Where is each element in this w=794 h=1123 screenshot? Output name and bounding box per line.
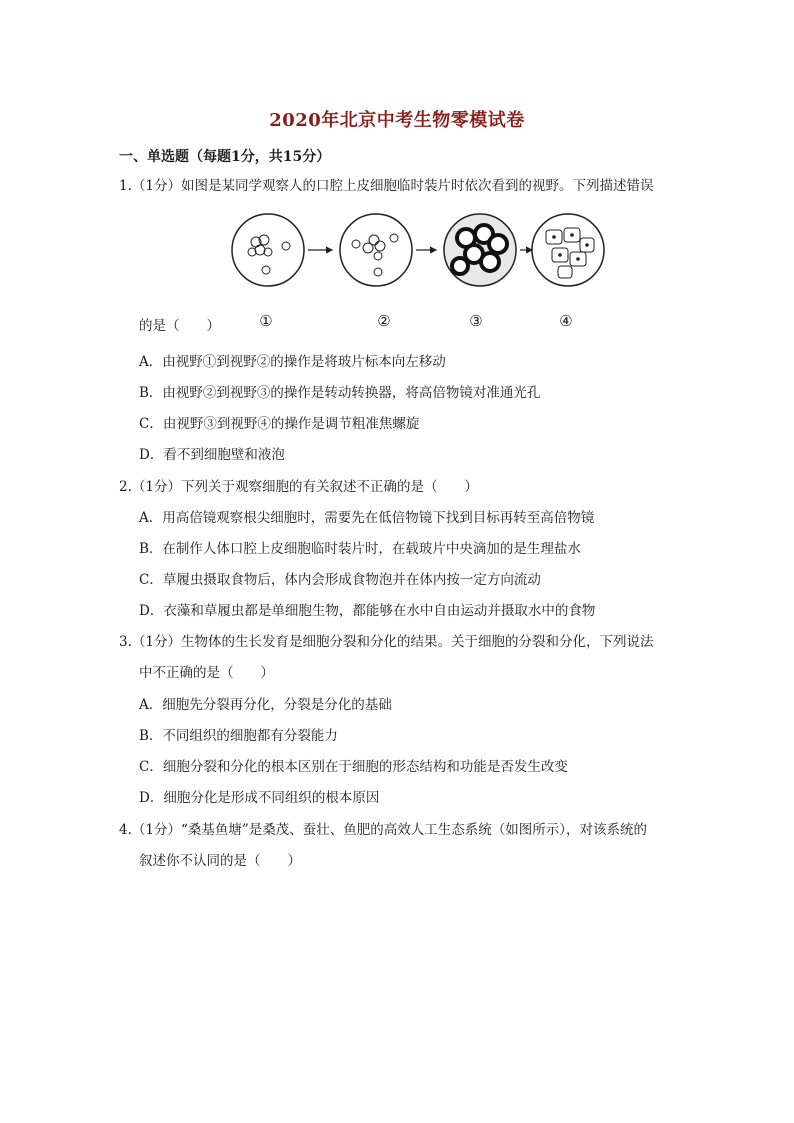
figure-label-1: ① — [259, 312, 273, 330]
view-4-circle — [532, 214, 604, 286]
question-1-stem: 1.（1分）如图是某同学观察人的口腔上皮细胞临时装片时依次看到的视野。下列描述错误 — [119, 178, 654, 194]
question-2-option-a: A．用高倍镜观察根尖细胞时，需要先在低倍物镜下找到目标再转至高倍物镜 — [139, 510, 595, 526]
question-2-option-c: C．草履虫摄取食物后，体内会形成食物泡并在体内按一定方向流动 — [139, 572, 541, 588]
view-3-circle — [444, 214, 516, 286]
question-1-option-a: A．由视野①到视野②的操作是将玻片标本向左移动 — [139, 354, 446, 370]
question-3-stem-continued: 中不正确的是（ ） — [139, 665, 274, 681]
question-1-option-b: B．由视野②到视野③的操作是转动转换器，将高倍物镜对准通光孔 — [139, 385, 541, 401]
question-2-stem: 2.（1分）下列关于观察细胞的有关叙述不正确的是（ ） — [119, 479, 478, 495]
question-3-option-b: B．不同组织的细胞都有分裂能力 — [139, 728, 338, 744]
question-1-stem-continued: 的是（ ） — [139, 318, 220, 334]
question-3-option-a: A．细胞先分裂再分化，分裂是分化的基础 — [139, 697, 392, 713]
figure-label-3: ③ — [469, 312, 483, 330]
question-4-stem-continued: 叙述你不认同的是（ ） — [139, 853, 301, 869]
question-1-option-d: D．看不到细胞壁和液泡 — [139, 447, 285, 463]
view-1-circle — [232, 214, 304, 286]
question-2-option-b: B．在制作人体口腔上皮细胞临时装片时，在载玻片中央滴加的是生理盐水 — [139, 541, 581, 557]
question-3-option-d: D．细胞分化是形成不同组织的根本原因 — [139, 790, 380, 806]
figure-label-2: ② — [377, 312, 391, 330]
question-4-stem: 4.（1分）“桑基鱼塘”是桑茂、蚕壮、鱼肥的高效人工生态系统（如图所示），对该系统的 — [119, 822, 648, 838]
microscope-views-figure — [228, 210, 606, 290]
question-1-option-c: C．由视野③到视野④的操作是调节粗准焦螺旋 — [139, 416, 420, 432]
view-2-circle — [340, 214, 412, 286]
page-title: 2020年北京中考生物零模试卷 — [269, 110, 525, 131]
question-3-stem: 3.（1分）生物体的生长发育是细胞分裂和分化的结果。关于细胞的分裂和分化，下列说法 — [119, 634, 654, 650]
question-3-option-c: C．细胞分裂和分化的根本区别在于细胞的形态结构和功能是否发生改变 — [139, 759, 568, 775]
question-2-option-d: D．衣藻和草履虫都是单细胞生物，都能够在水中自由运动并摄取水中的食物 — [139, 603, 596, 619]
figure-label-4: ④ — [559, 312, 573, 330]
section-heading: 一、单选题（每题1分，共15分） — [119, 149, 331, 165]
